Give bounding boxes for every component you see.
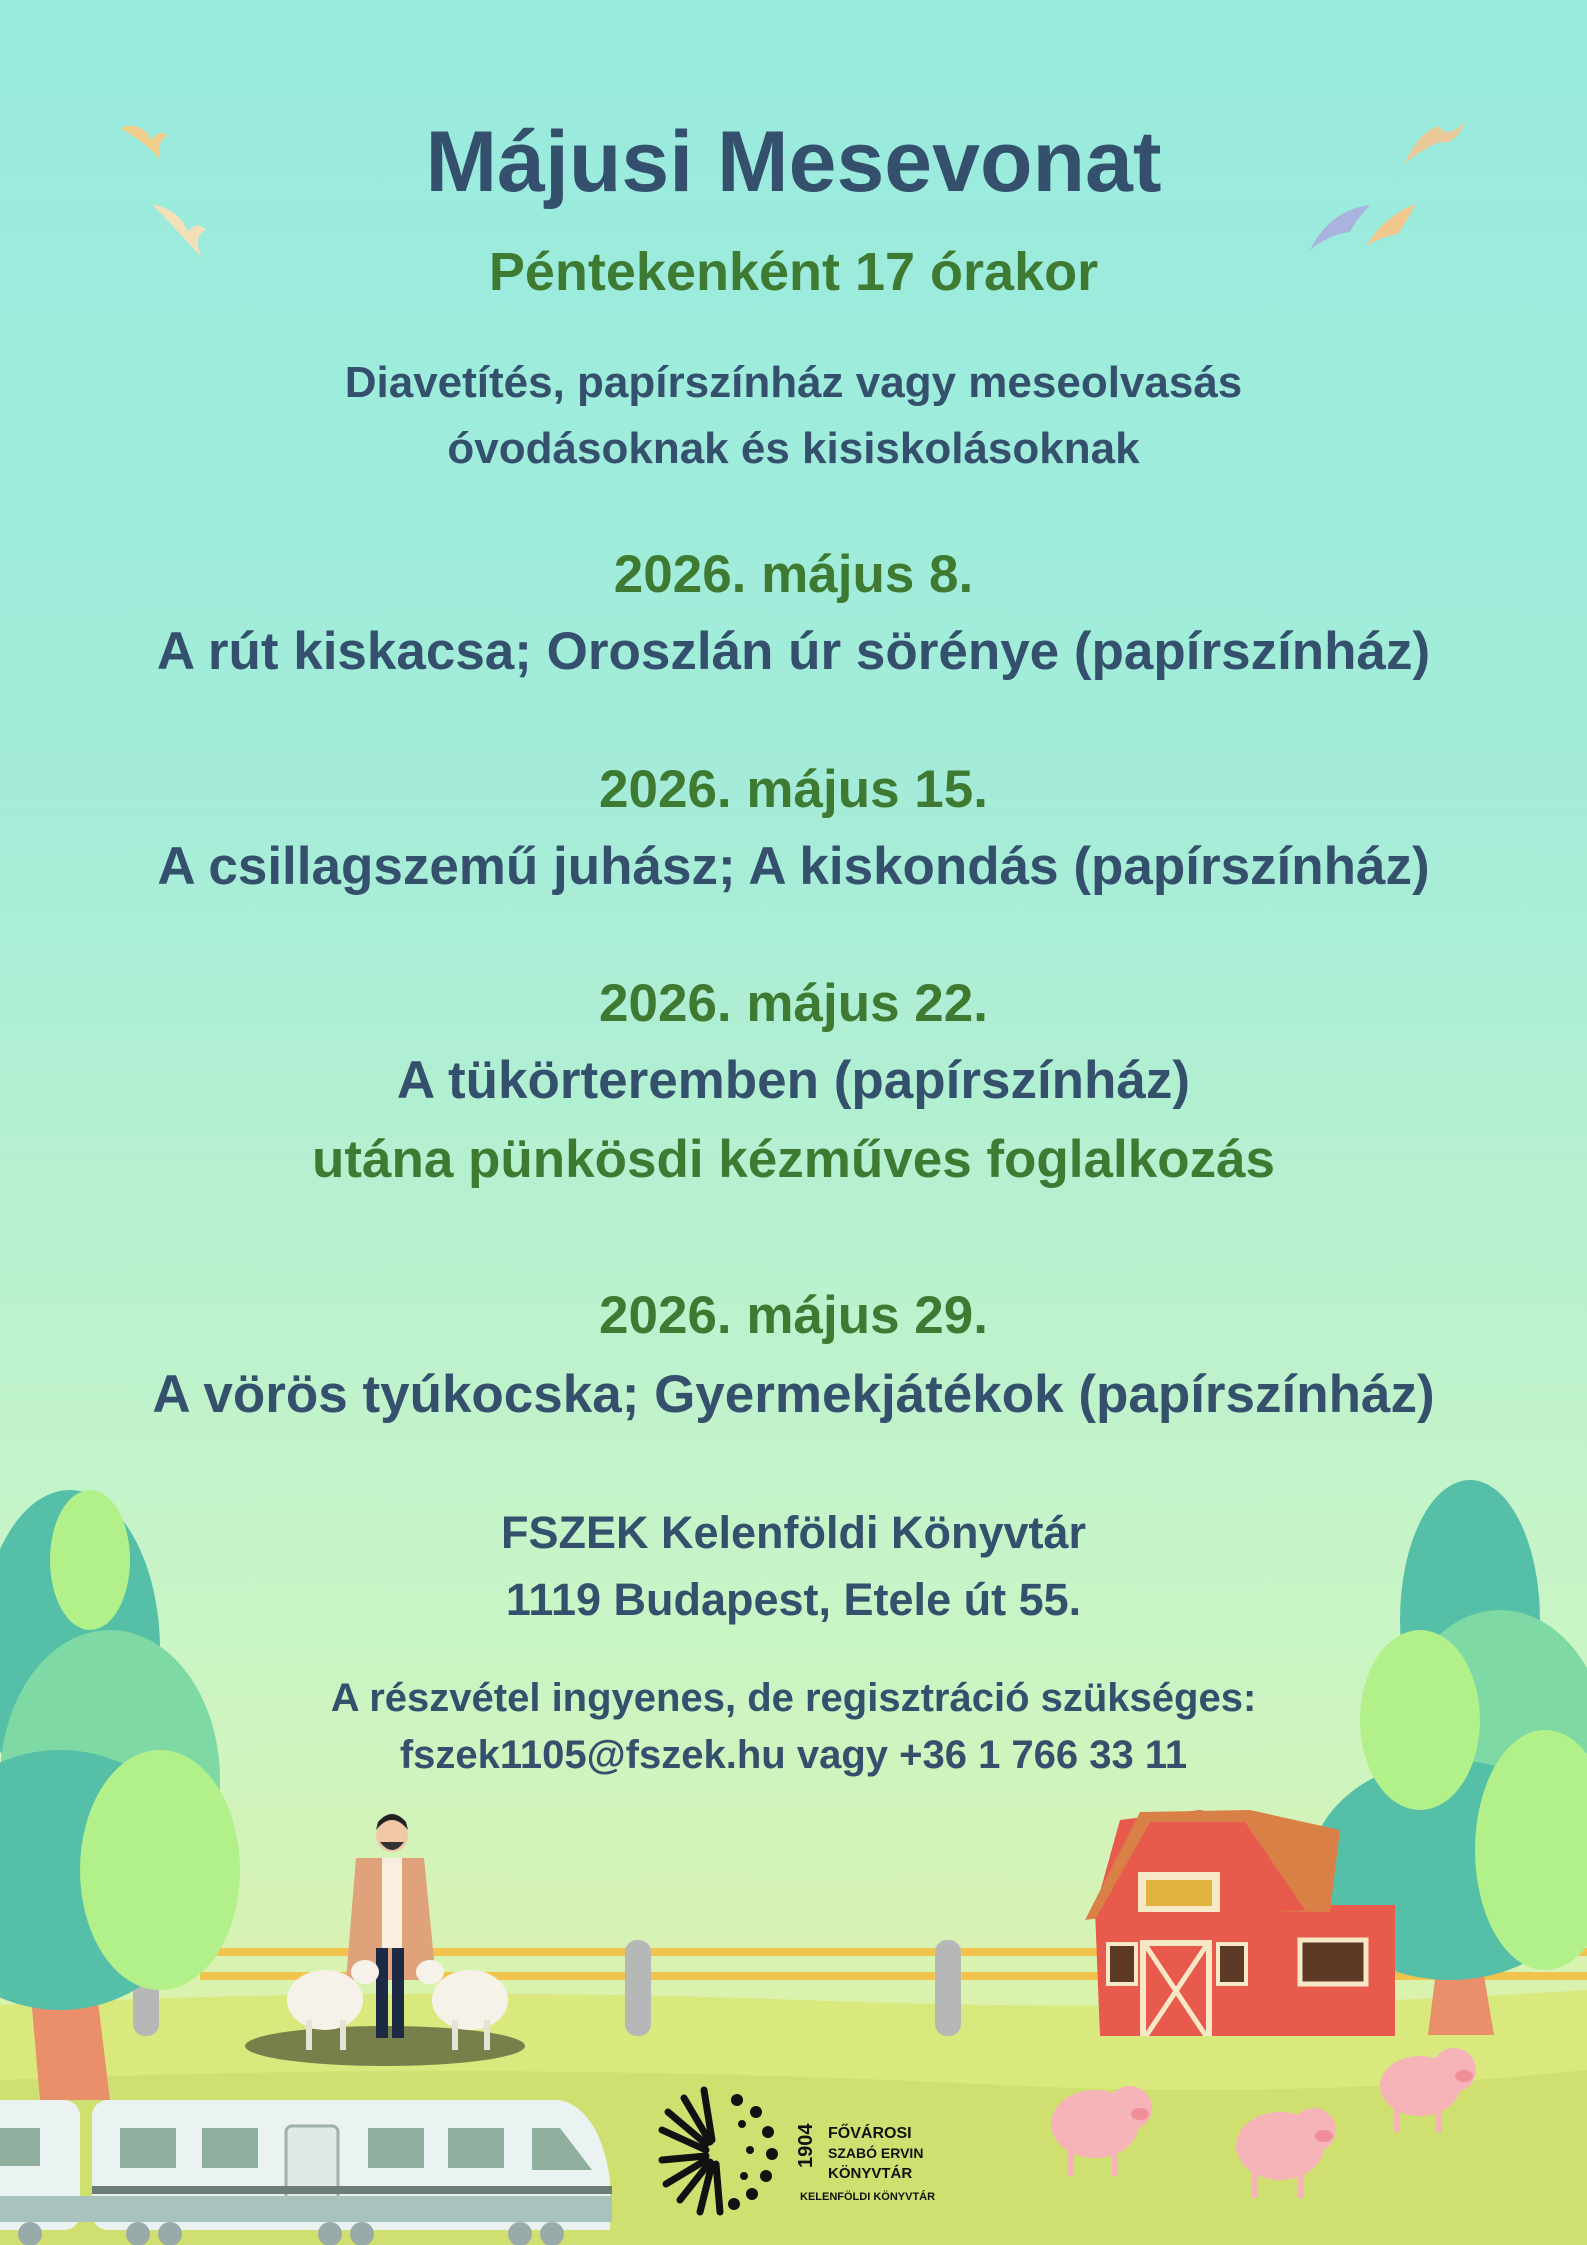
logo-line1: FŐVÁROSI [828,2125,912,2142]
event-program: A rút kiskacsa; Oroszlán úr sörénye (papírszínház) [156,622,1431,681]
logo-line4: KELENFÖLDI KÖNYVTÁR [800,2191,936,2203]
logo-year: 1904 [795,2123,817,2168]
event-program: A csillagszemű juhász; A kiskondás (papírszínház) [157,837,1430,896]
event-program: A tükörteremben (papírszínház) [396,1051,1191,1110]
description-line: óvodásoknak és kisiskolásoknak [447,424,1140,473]
poster-subtitle: Péntekenként 17 órakor [488,242,1099,302]
logo-line3: KÖNYVTÁR [828,2165,913,2182]
registration-note: A részvétel ingyenes, de regisztráció szükséges: [330,1676,1257,1720]
registration-contact: fszek1105@fszek.hu vagy +36 1 766 33 11 [399,1733,1188,1777]
event-date: 2026. május 22. [599,974,988,1033]
venue-name: FSZEK Kelenföldi Könyvtár [500,1507,1087,1558]
event-date: 2026. május 15. [599,760,988,819]
poster-title: Májusi Mesevonat [425,114,1162,210]
event-date: 2026. május 8. [613,545,974,604]
logo-line2: SZABÓ ERVIN [828,2145,924,2161]
event-date: 2026. május 29. [599,1286,988,1345]
description-line: Diavetítés, papírszínház vagy meseolvasás [344,358,1243,407]
venue-address: 1119 Budapest, Etele út 55. [505,1574,1082,1625]
event-extra: utána pünkösdi kézműves foglalkozás [311,1130,1276,1189]
event-program: A vörös tyúkocska; Gyermekjátékok (papírszínház) [152,1365,1435,1424]
